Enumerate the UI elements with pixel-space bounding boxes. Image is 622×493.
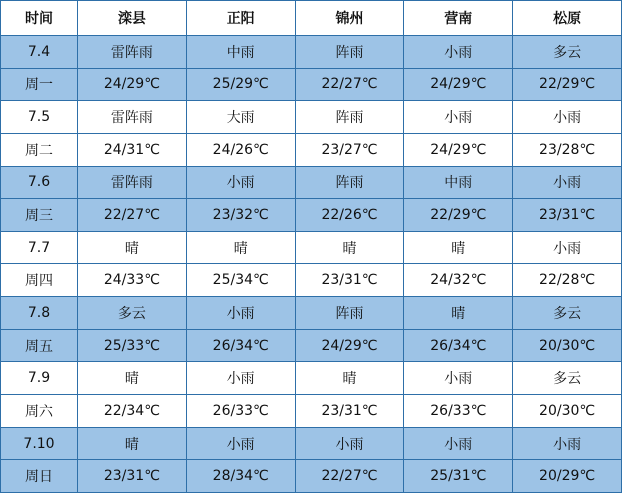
table-row — [1, 166, 622, 199]
weekday-label: 周六 — [1, 395, 78, 428]
temperature-cell: 23/31℃ — [513, 199, 622, 232]
temperature-cell: 24/31℃ — [78, 133, 187, 166]
temperature-cell: 22/29℃ — [513, 68, 622, 101]
table-body — [1, 36, 622, 493]
temperature-cell: 24/32℃ — [404, 264, 513, 297]
condition-cell: 晴 — [404, 231, 513, 264]
date-label: 7.7 — [1, 231, 78, 264]
weekday-label: 周四 — [1, 264, 78, 297]
table-row — [1, 297, 622, 330]
temperature-cell: 22/27℃ — [78, 199, 187, 232]
condition-cell: 小雨 — [513, 101, 622, 134]
condition-cell: 小雨 — [404, 362, 513, 395]
weekday-label: 周一 — [1, 68, 78, 101]
condition-cell: 多云 — [513, 362, 622, 395]
column-header-city-4: 营南 — [404, 1, 513, 36]
condition-cell: 阵雨 — [295, 36, 404, 69]
temperature-cell: 26/33℃ — [186, 395, 295, 428]
table-header — [1, 1, 622, 36]
table-header-row — [1, 1, 622, 36]
temperature-cell: 22/28℃ — [513, 264, 622, 297]
condition-cell: 晴 — [295, 231, 404, 264]
condition-cell: 中雨 — [404, 166, 513, 199]
table-row — [1, 199, 622, 232]
temperature-cell: 25/34℃ — [186, 264, 295, 297]
temperature-cell: 25/31℃ — [404, 460, 513, 493]
temperature-cell: 28/34℃ — [186, 460, 295, 493]
condition-cell: 小雨 — [186, 362, 295, 395]
table-row — [1, 329, 622, 362]
condition-cell: 多云 — [513, 36, 622, 69]
condition-cell: 阵雨 — [295, 166, 404, 199]
table-row — [1, 427, 622, 460]
weekday-label: 周日 — [1, 460, 78, 493]
condition-cell: 晴 — [78, 231, 187, 264]
condition-cell: 多云 — [513, 297, 622, 330]
table-row — [1, 68, 622, 101]
weekday-label: 周五 — [1, 329, 78, 362]
column-header-city-5: 松原 — [513, 1, 622, 36]
temperature-cell: 20/30℃ — [513, 329, 622, 362]
column-header-city-2: 正阳 — [186, 1, 295, 36]
condition-cell: 雷阵雨 — [78, 36, 187, 69]
condition-cell: 小雨 — [513, 231, 622, 264]
temperature-cell: 22/26℃ — [295, 199, 404, 232]
condition-cell: 小雨 — [186, 166, 295, 199]
temperature-cell: 24/29℃ — [295, 329, 404, 362]
temperature-cell: 22/27℃ — [295, 460, 404, 493]
temperature-cell: 24/29℃ — [404, 68, 513, 101]
condition-cell: 雷阵雨 — [78, 166, 187, 199]
temperature-cell: 20/29℃ — [513, 460, 622, 493]
temperature-cell: 25/29℃ — [186, 68, 295, 101]
condition-cell: 中雨 — [186, 36, 295, 69]
table-row — [1, 36, 622, 69]
condition-cell: 小雨 — [513, 166, 622, 199]
temperature-cell: 24/33℃ — [78, 264, 187, 297]
table-row — [1, 101, 622, 134]
temperature-cell: 23/31℃ — [295, 395, 404, 428]
table-row — [1, 133, 622, 166]
temperature-cell: 26/34℃ — [186, 329, 295, 362]
table-row — [1, 231, 622, 264]
date-label: 7.9 — [1, 362, 78, 395]
temperature-cell: 22/34℃ — [78, 395, 187, 428]
table-row — [1, 264, 622, 297]
temperature-cell: 22/29℃ — [404, 199, 513, 232]
condition-cell: 阵雨 — [295, 101, 404, 134]
weekday-label: 周二 — [1, 133, 78, 166]
date-label: 7.4 — [1, 36, 78, 69]
temperature-cell: 23/31℃ — [78, 460, 187, 493]
condition-cell: 晴 — [78, 427, 187, 460]
condition-cell: 晴 — [186, 231, 295, 264]
condition-cell: 晴 — [404, 297, 513, 330]
condition-cell: 阵雨 — [295, 297, 404, 330]
condition-cell: 小雨 — [513, 427, 622, 460]
condition-cell: 小雨 — [404, 36, 513, 69]
column-header-city-3: 锦州 — [295, 1, 404, 36]
column-header-city-1: 滦县 — [78, 1, 187, 36]
temperature-cell: 25/33℃ — [78, 329, 187, 362]
weekday-label: 周三 — [1, 199, 78, 232]
temperature-cell: 24/29℃ — [404, 133, 513, 166]
temperature-cell: 26/33℃ — [404, 395, 513, 428]
date-label: 7.10 — [1, 427, 78, 460]
condition-cell: 小雨 — [404, 101, 513, 134]
condition-cell: 小雨 — [295, 427, 404, 460]
temperature-cell: 20/30℃ — [513, 395, 622, 428]
condition-cell: 小雨 — [186, 427, 295, 460]
temperature-cell: 23/27℃ — [295, 133, 404, 166]
table-row — [1, 460, 622, 493]
date-label: 7.6 — [1, 166, 78, 199]
table-row — [1, 362, 622, 395]
temperature-cell: 23/32℃ — [186, 199, 295, 232]
condition-cell: 晴 — [78, 362, 187, 395]
temperature-cell: 22/27℃ — [295, 68, 404, 101]
date-label: 7.8 — [1, 297, 78, 330]
temperature-cell: 24/26℃ — [186, 133, 295, 166]
temperature-cell: 23/28℃ — [513, 133, 622, 166]
condition-cell: 大雨 — [186, 101, 295, 134]
condition-cell: 雷阵雨 — [78, 101, 187, 134]
date-label: 7.5 — [1, 101, 78, 134]
condition-cell: 晴 — [295, 362, 404, 395]
condition-cell: 多云 — [78, 297, 187, 330]
temperature-cell: 23/31℃ — [295, 264, 404, 297]
condition-cell: 小雨 — [404, 427, 513, 460]
temperature-cell: 24/29℃ — [78, 68, 187, 101]
table-row — [1, 395, 622, 428]
condition-cell: 小雨 — [186, 297, 295, 330]
column-header-time: 时间 — [1, 1, 78, 36]
temperature-cell: 26/34℃ — [404, 329, 513, 362]
